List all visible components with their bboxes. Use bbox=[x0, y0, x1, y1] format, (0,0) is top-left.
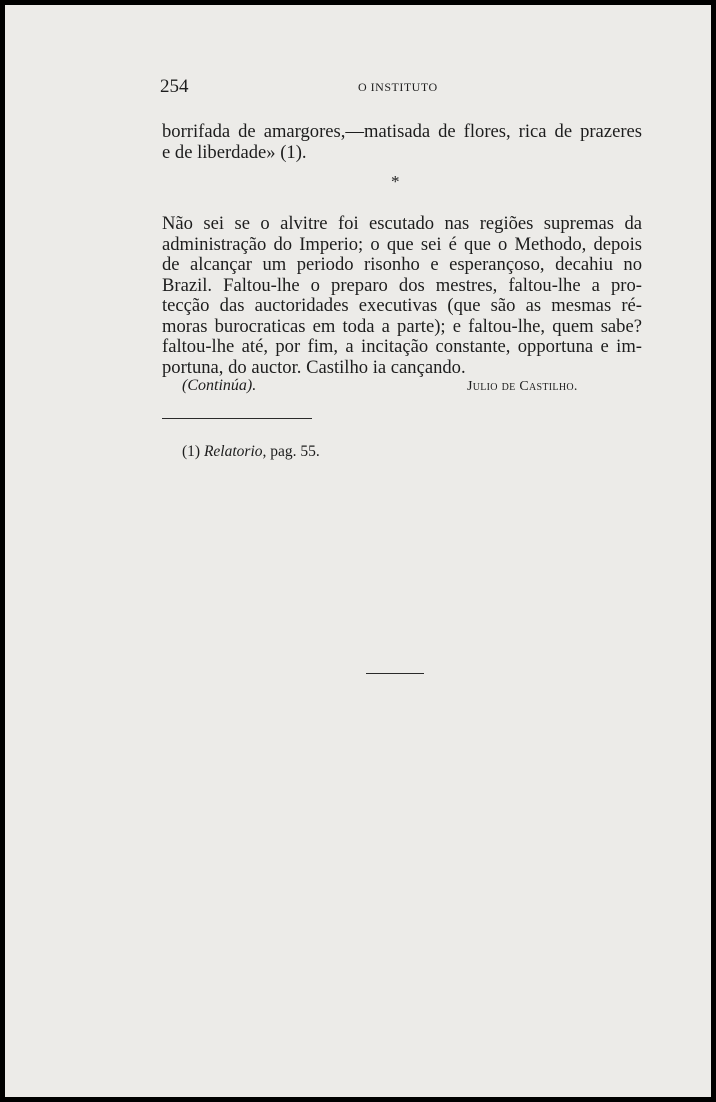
author-signature: Julio de Castilho. bbox=[467, 379, 578, 394]
continua-note: (Continúa). bbox=[182, 377, 257, 394]
footnote bbox=[182, 443, 320, 461]
page-number: 254 bbox=[160, 76, 189, 97]
text-line: Brazil. Faltou-lhe o preparo dos mestres, faltou-lhe a pro- bbox=[162, 274, 642, 296]
paragraph-2 bbox=[162, 214, 642, 378]
section-separator: * bbox=[391, 172, 400, 191]
footnote-rule bbox=[162, 418, 312, 419]
page-header bbox=[160, 76, 645, 102]
footnote-page: pag. 55. bbox=[270, 443, 320, 460]
end-rule bbox=[366, 673, 424, 674]
book-page bbox=[5, 5, 711, 1097]
text-line: e de liberdade» (1). bbox=[162, 141, 307, 163]
paragraph-1 bbox=[162, 122, 642, 163]
text-line: tecção das auctoridades executivas (que são as mesmas ré- bbox=[162, 295, 642, 316]
text-line: borrifada de amargores,—matisada de flores, rica de prazeres bbox=[162, 121, 642, 142]
text-line: Não sei se o alvitre foi escutado nas regiões supremas da bbox=[162, 213, 642, 234]
text-line: administração do Imperio; o que sei é que o Methodo, depois bbox=[162, 233, 642, 255]
text-line: de alcançar um periodo risonho e esperançoso, decahiu no bbox=[162, 254, 642, 275]
text-line: portuna, do auctor. Castilho ia cançando. bbox=[162, 356, 466, 378]
text-line: faltou-lhe até, por fim, a incitação constante, opportuna e im- bbox=[162, 336, 642, 357]
text-line: moras burocraticas em toda a parte); e faltou-lhe, quem sabe? bbox=[162, 315, 642, 337]
footnote-marker: (1) bbox=[182, 443, 201, 460]
running-title: O INSTITUTO bbox=[358, 80, 438, 94]
footnote-source: Relatorio, bbox=[203, 443, 267, 460]
